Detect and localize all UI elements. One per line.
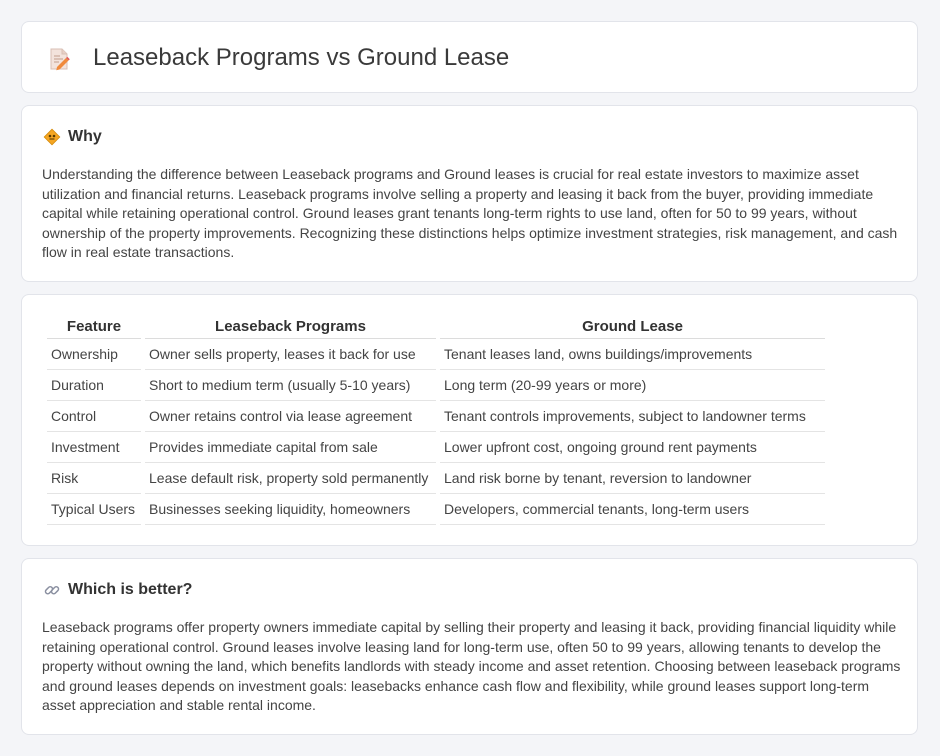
better-heading-row [43,579,192,601]
which-is-better-section [21,558,918,735]
table-header-row [47,314,825,339]
why-section [21,105,918,282]
ground-lease-cell: Tenant leases land, owns buildings/improvements [440,339,825,370]
ground-lease-cell: Land risk borne by tenant, reversion to landowner [440,463,825,494]
table-row [47,494,825,525]
column-header-ground-lease: Ground Lease [440,314,825,339]
feature-cell: Typical Users [47,494,141,525]
table-row [47,370,825,401]
table-row [47,401,825,432]
why-heading-row [43,126,102,148]
feature-cell: Duration [47,370,141,401]
leaseback-cell: Provides immediate capital from sale [145,432,436,463]
diamond-sign-icon [43,128,61,146]
ground-lease-cell: Tenant controls improvements, subject to landowner terms [440,401,825,432]
why-text: Understanding the difference between Leaseback programs and Ground leases is crucial for real estate investors to maximize asset utilization and financial returns. Leaseback programs involve selling a property and leasing it back from the buyer, providing immediate capital while retaining operational control. Ground leases grant tenants long-term rights to use land, often for 50 to 99 years, without ownership of the property improvements. Recognizing these distinctions helps optimize investment strategies, risk management, and cash flow in real estate transactions. [42,166,898,261]
comparison-table [43,314,829,525]
link-icon [43,581,61,599]
feature-cell: Control [47,401,141,432]
column-header-leaseback: Leaseback Programs [145,314,436,339]
feature-cell: Investment [47,432,141,463]
column-header-feature: Feature [47,314,141,339]
table-row [47,339,825,370]
ground-lease-cell: Long term (20-99 years or more) [440,370,825,401]
ground-lease-cell: Developers, commercial tenants, long-term users [440,494,825,525]
ground-lease-cell: Lower upfront cost, ongoing ground rent payments [440,432,825,463]
page-title: Leaseback Programs vs Ground Lease [93,44,510,71]
better-heading: Which is better? [68,581,193,598]
document-pencil-icon [46,46,72,72]
leaseback-cell: Owner sells property, leases it back for use [145,339,436,370]
leaseback-cell: Short to medium term (usually 5-10 years) [145,370,436,401]
leaseback-cell: Lease default risk, property sold permanently [145,463,436,494]
better-text: Leaseback programs offer property owners immediate capital by selling their property and leasing it back, providing financial liquidity while retaining operational control. Ground leases involve leasing land for long-term use, often 50 to 99 years, allowing tenants to develop the property without owning the land, which benefits landlords with steady income and asset retention. Choosing between leaseback programs and ground leases depends on investment goals: leasebacks enhance cash flow and flexibility, while ground leases support long-term asset appreciation and stable rental income. [42,619,901,714]
why-heading: Why [68,128,102,145]
feature-cell: Risk [47,463,141,494]
leaseback-cell: Owner retains control via lease agreement [145,401,436,432]
header-card [21,21,918,93]
leaseback-cell: Businesses seeking liquidity, homeowners [145,494,436,525]
table-row [47,463,825,494]
comparison-card [21,294,918,546]
feature-cell: Ownership [47,339,141,370]
table-row [47,432,825,463]
